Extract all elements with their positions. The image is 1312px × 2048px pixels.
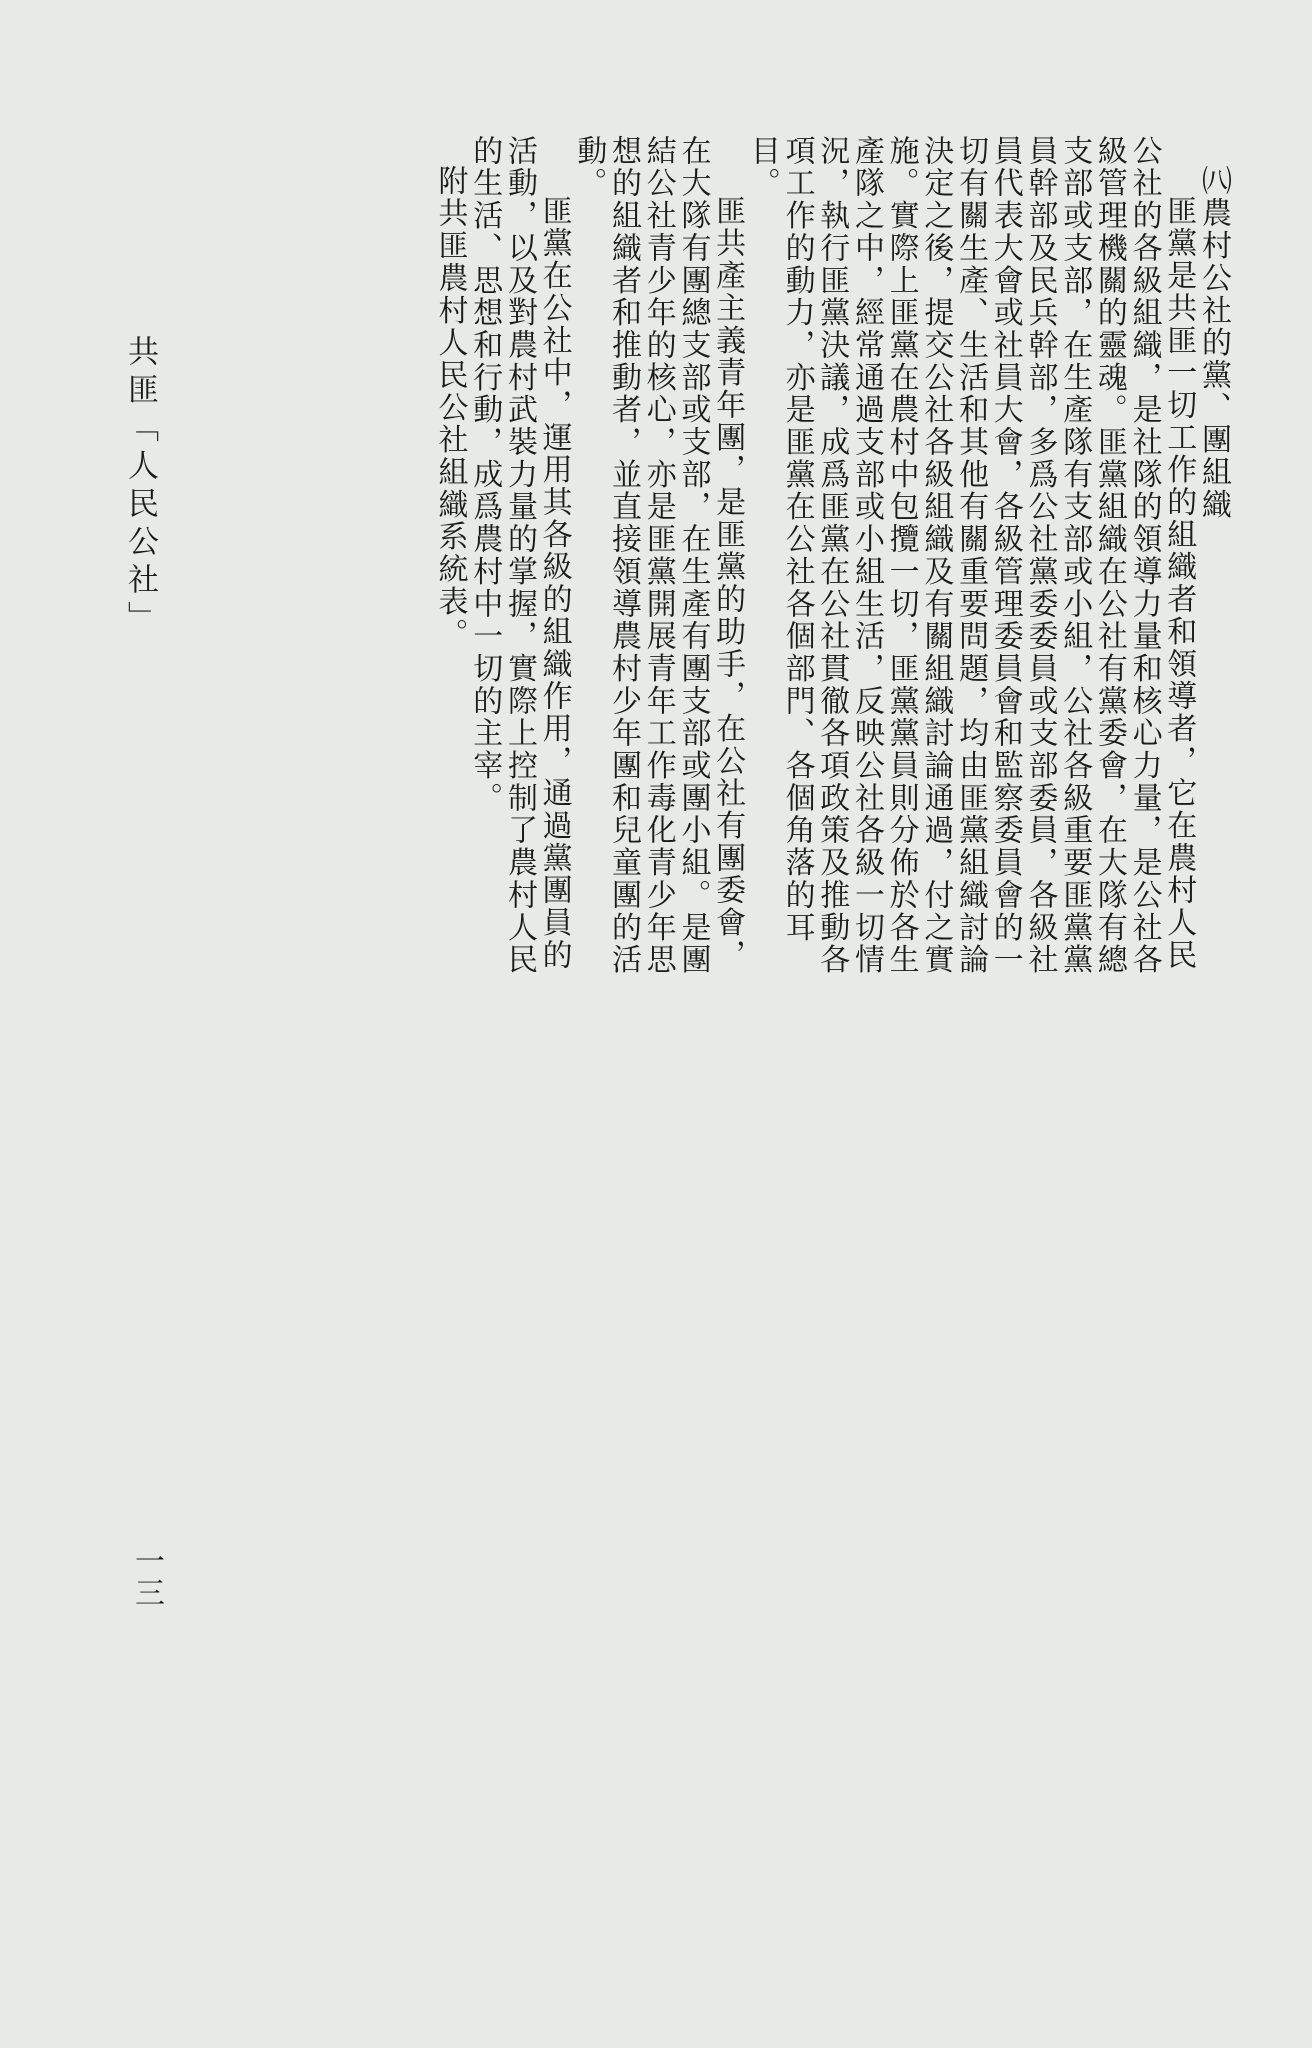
body-text [390, 135, 1230, 985]
running-header: 共匪「人民公社」 [122, 335, 158, 639]
paragraph-youth-league: 匪共產主義青年團，是匪黨的助手，在公社有團委會，在大隊有團總支部或支部，在生產有團支部或團小組。是團結公社青少年的核心，亦是匪黨開展青年工作毒化青少年思想的組織者和推動者，並直接領導農村少年團和兒童團的活動。 [571, 135, 746, 977]
page-number: 一三 [129, 1545, 164, 1609]
appendix-note: 附共匪農村人民公社組織系統表。 [432, 165, 468, 651]
paragraph-party: 匪黨是共匪一切工作的組織者和領導者，它在農村人民公社的各級組織，是社隊的領導力量和核心力量，是公社各級管理機關的靈魂。匪黨組織在公社有黨委會，在大隊有總支部或支部，在生產隊有支部或小組，公社各級重要匪黨黨員幹部及民兵幹部，多爲公社黨委委員或支部委員，各級社員代表大會或社員大會，各級管理委員會和監察委員會的一切有關生產、生活和其他有關重要問題，均由匪黨組織討論決定之後，提交公社各級組織及有關組織討論通過，付之實施。實際上匪黨在農村中包攬一切，匪黨黨員則分佈於各生產隊之中，經常通過支部或小組生活，反映公社各級一切情況，執行匪黨決議，成爲匪黨在公社貫徹各項政策及推動各項工作的動力，亦是匪黨在公社各個部門、各個角落的耳目。 [744, 135, 1197, 977]
paragraph-control: 匪黨在公社中，運用其各級的組織作用，通過黨團員的活動，以及對農村武裝力量的掌握，實際上控制了農村人民的生活、思想和行動，成爲農村中一切的主宰。 [467, 135, 572, 977]
section-heading: ㈧農村公社的黨、團組織 [1196, 165, 1231, 521]
